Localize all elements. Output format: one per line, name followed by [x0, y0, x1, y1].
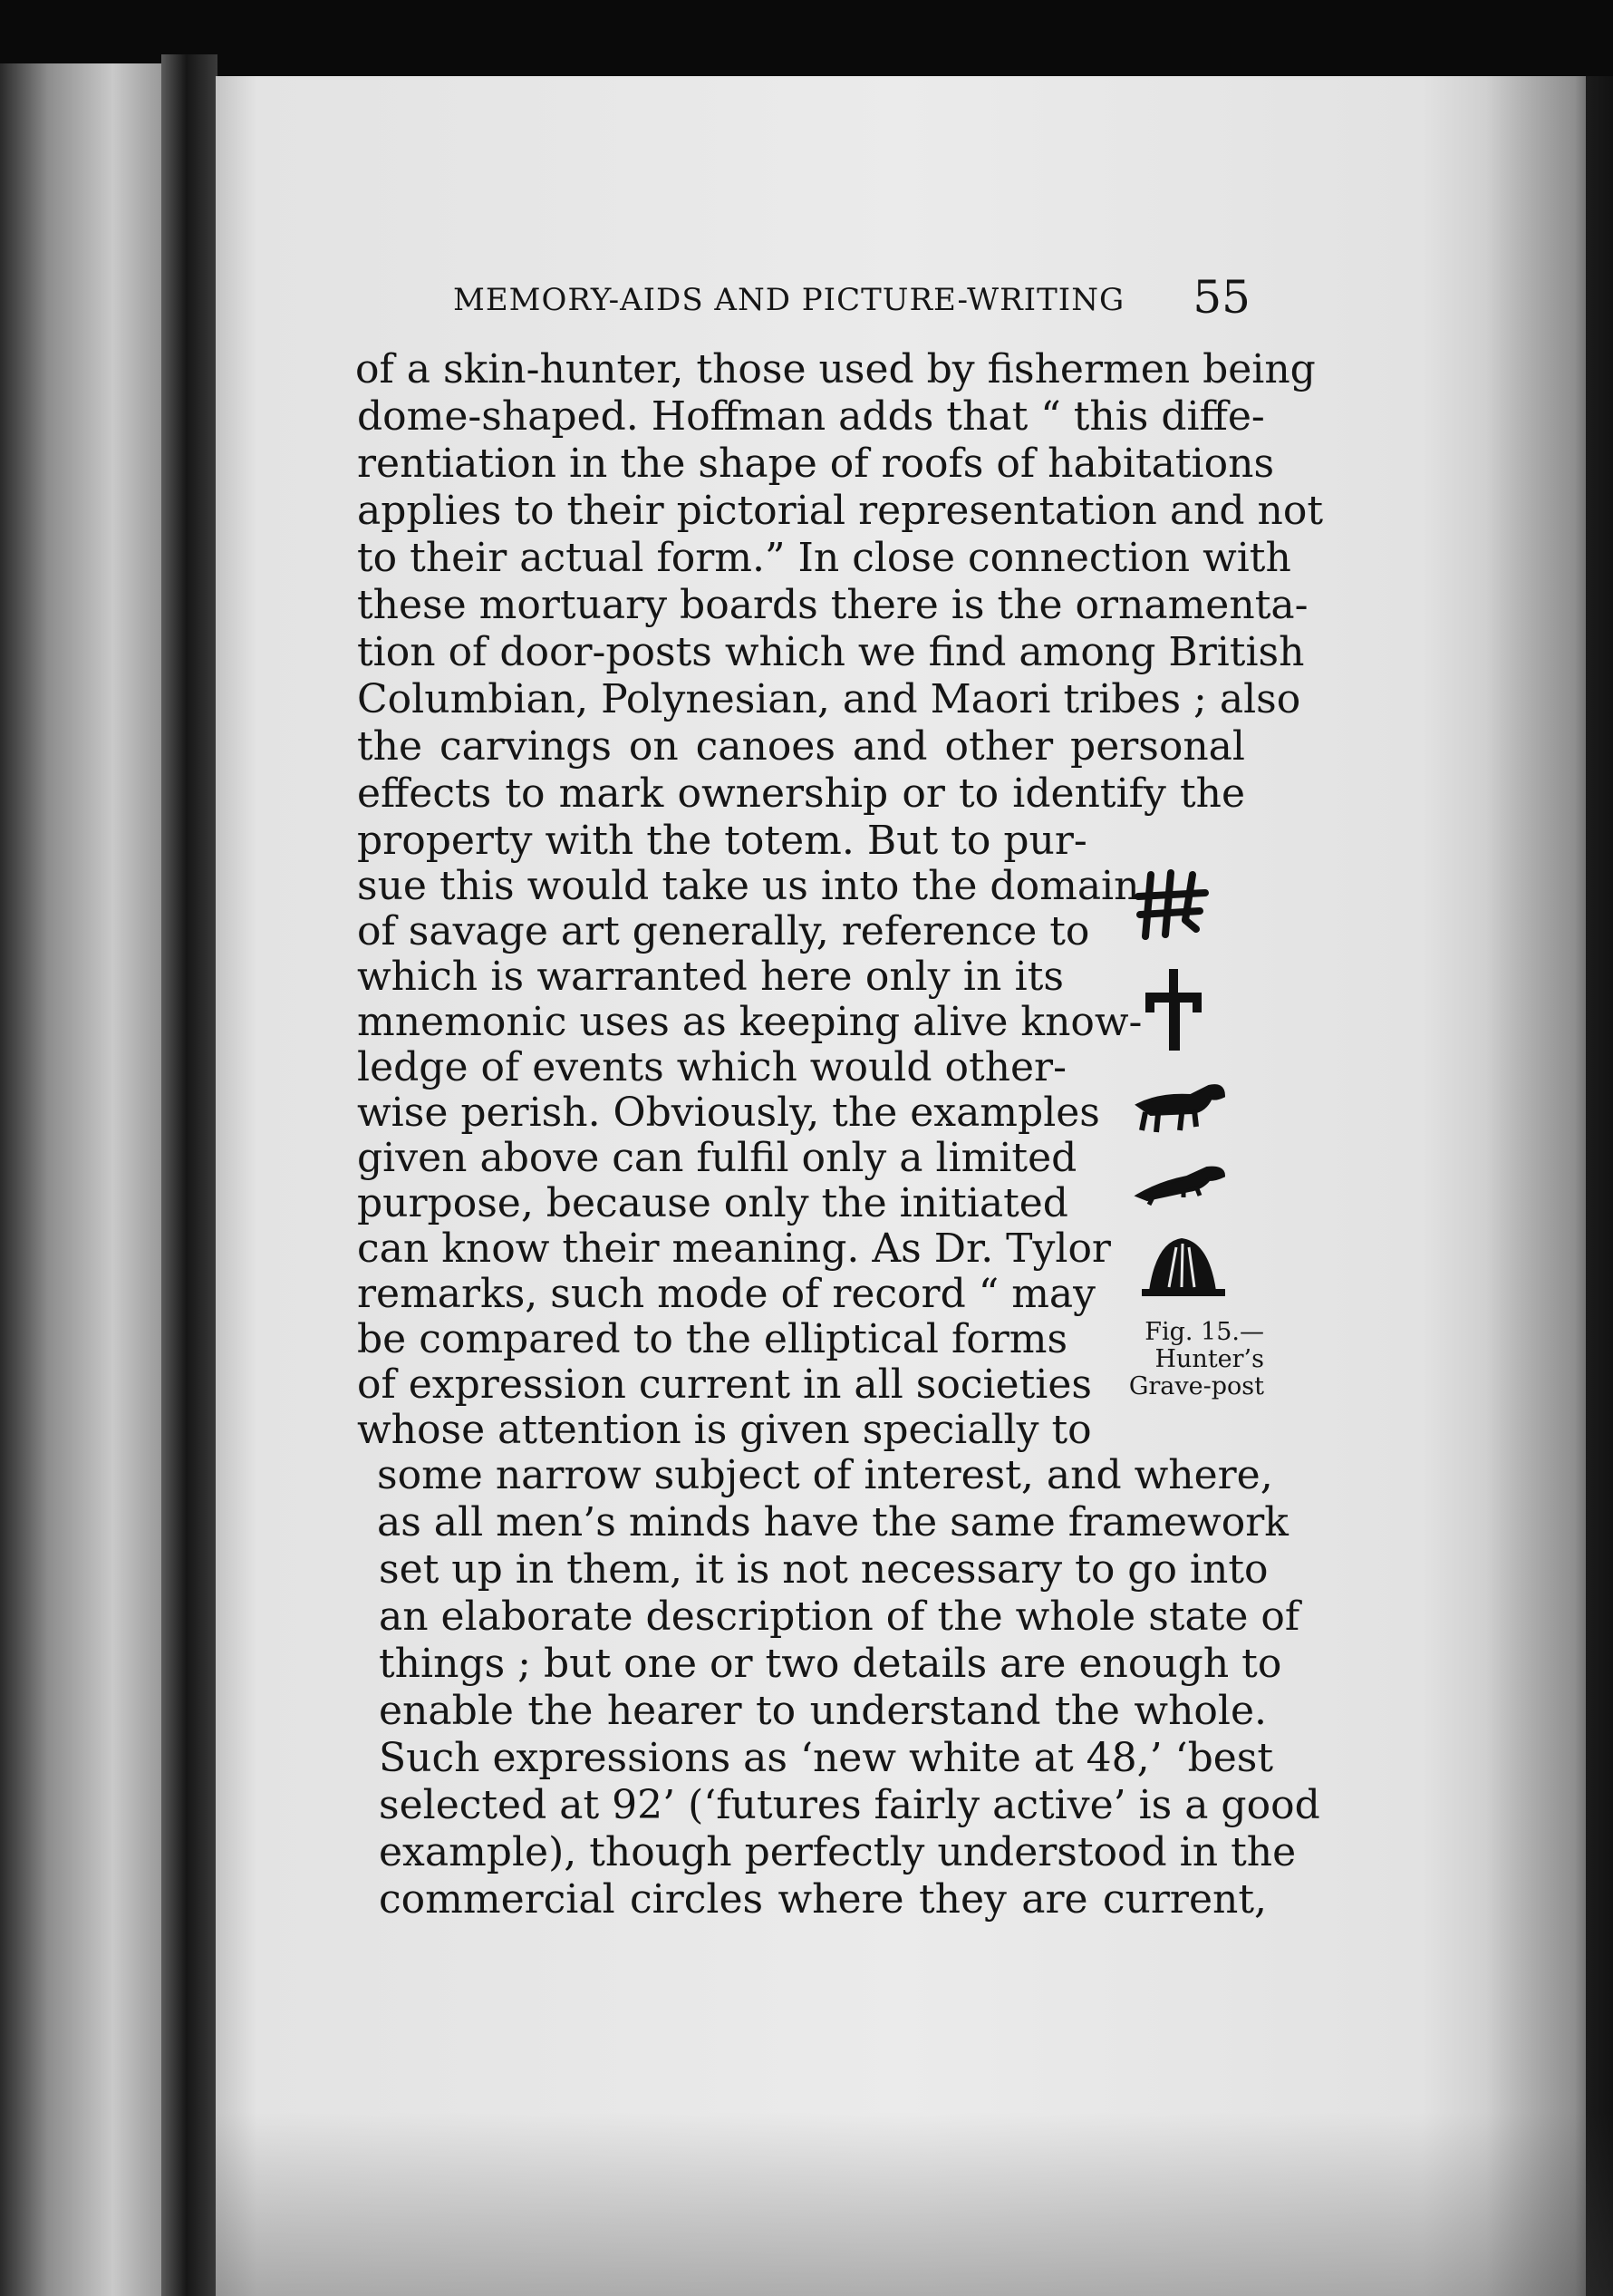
- text-line: wise perish. Obviously, the examples: [357, 1090, 1100, 1136]
- text-line: set up in them, it is not necessary to go into: [379, 1546, 1269, 1593]
- left-page-edge: [0, 63, 161, 2296]
- text-line: purpose, because only the initiated: [357, 1180, 1068, 1226]
- figure-title-line: Grave-post: [1128, 1372, 1264, 1400]
- running-header: [453, 271, 1251, 324]
- text-line: dome-shaped. Hoffman adds that “ this diffe-: [357, 393, 1265, 440]
- figure-title-line: Hunter’s: [1154, 1345, 1264, 1373]
- animal-icon: [1133, 1156, 1232, 1210]
- text-line: sue this would take us into the domain: [357, 863, 1140, 909]
- text-line: mnemonic uses as keeping alive know-: [357, 999, 1143, 1045]
- lodge-icon: [1133, 1233, 1232, 1305]
- text-line: can know their meaning. As Dr. Tylor: [357, 1226, 1111, 1272]
- figure-label: Fig. 15.—: [1145, 1318, 1264, 1346]
- text-line: of expression current in all societies: [357, 1361, 1092, 1408]
- text-line: ledge of events which would other-: [357, 1044, 1067, 1090]
- text-line: Such expressions as ‘new white at 48,’ ‘best: [379, 1735, 1274, 1781]
- text-line: commercial circles where they are current,: [379, 1876, 1267, 1923]
- tally-marks-icon: [1133, 866, 1214, 947]
- text-line: example), though perfectly understood in the: [379, 1829, 1297, 1875]
- text-line: of savage art generally, reference to: [357, 908, 1090, 954]
- text-line: selected at 92’ (‘futures fairly active’ is a good: [379, 1782, 1320, 1828]
- text-line: remarks, such mode of record “ may: [357, 1271, 1096, 1317]
- text-line: of a skin-hunter, those used by fishermen being: [355, 346, 1316, 392]
- text-line: applies to their pictorial representation and not: [357, 488, 1324, 534]
- text-line: effects to mark ownership or to identify the: [357, 770, 1245, 817]
- text-line: these mortuary boards there is the ornamenta-: [357, 582, 1309, 628]
- text-line: given above can fulfil only a limited: [357, 1135, 1077, 1181]
- text-line: things ; but one or two details are enough to: [379, 1641, 1282, 1687]
- text-line: an elaborate description of the whole state of: [379, 1594, 1300, 1640]
- text-line: the carvings on canoes and other personal: [357, 723, 1245, 770]
- text-line: be compared to the elliptical forms: [357, 1316, 1068, 1362]
- text-line: as all men’s minds have the same framework: [377, 1499, 1289, 1545]
- text-line: enable the hearer to understand the whole.: [379, 1688, 1267, 1734]
- text-line: Columbian, Polynesian, and Maori tribes ; also: [357, 676, 1301, 722]
- human-figure-icon: [1133, 965, 1214, 1056]
- page-number: 55: [1193, 271, 1251, 324]
- text-line: property with the totem. But to pur-: [357, 818, 1087, 864]
- text-line: which is warranted here only in its: [357, 954, 1064, 1000]
- animal-icon: [1133, 1074, 1232, 1138]
- page-bottom-shadow: [216, 2112, 1613, 2296]
- text-line: to their actual form.” In close connection with: [357, 535, 1291, 581]
- running-title: MEMORY-AIDS AND PICTURE-WRITING: [453, 282, 1125, 318]
- text-line: tion of door-posts which we find among British: [357, 629, 1305, 675]
- figure-caption: [1115, 1319, 1264, 1400]
- text-line: rentiation in the shape of roofs of habitations: [357, 441, 1275, 487]
- page-right-shadow: [1486, 76, 1613, 2296]
- text-line: some narrow subject of interest, and where,: [377, 1452, 1273, 1498]
- book-gutter: [161, 54, 217, 2296]
- text-line: whose attention is given specially to: [357, 1407, 1092, 1453]
